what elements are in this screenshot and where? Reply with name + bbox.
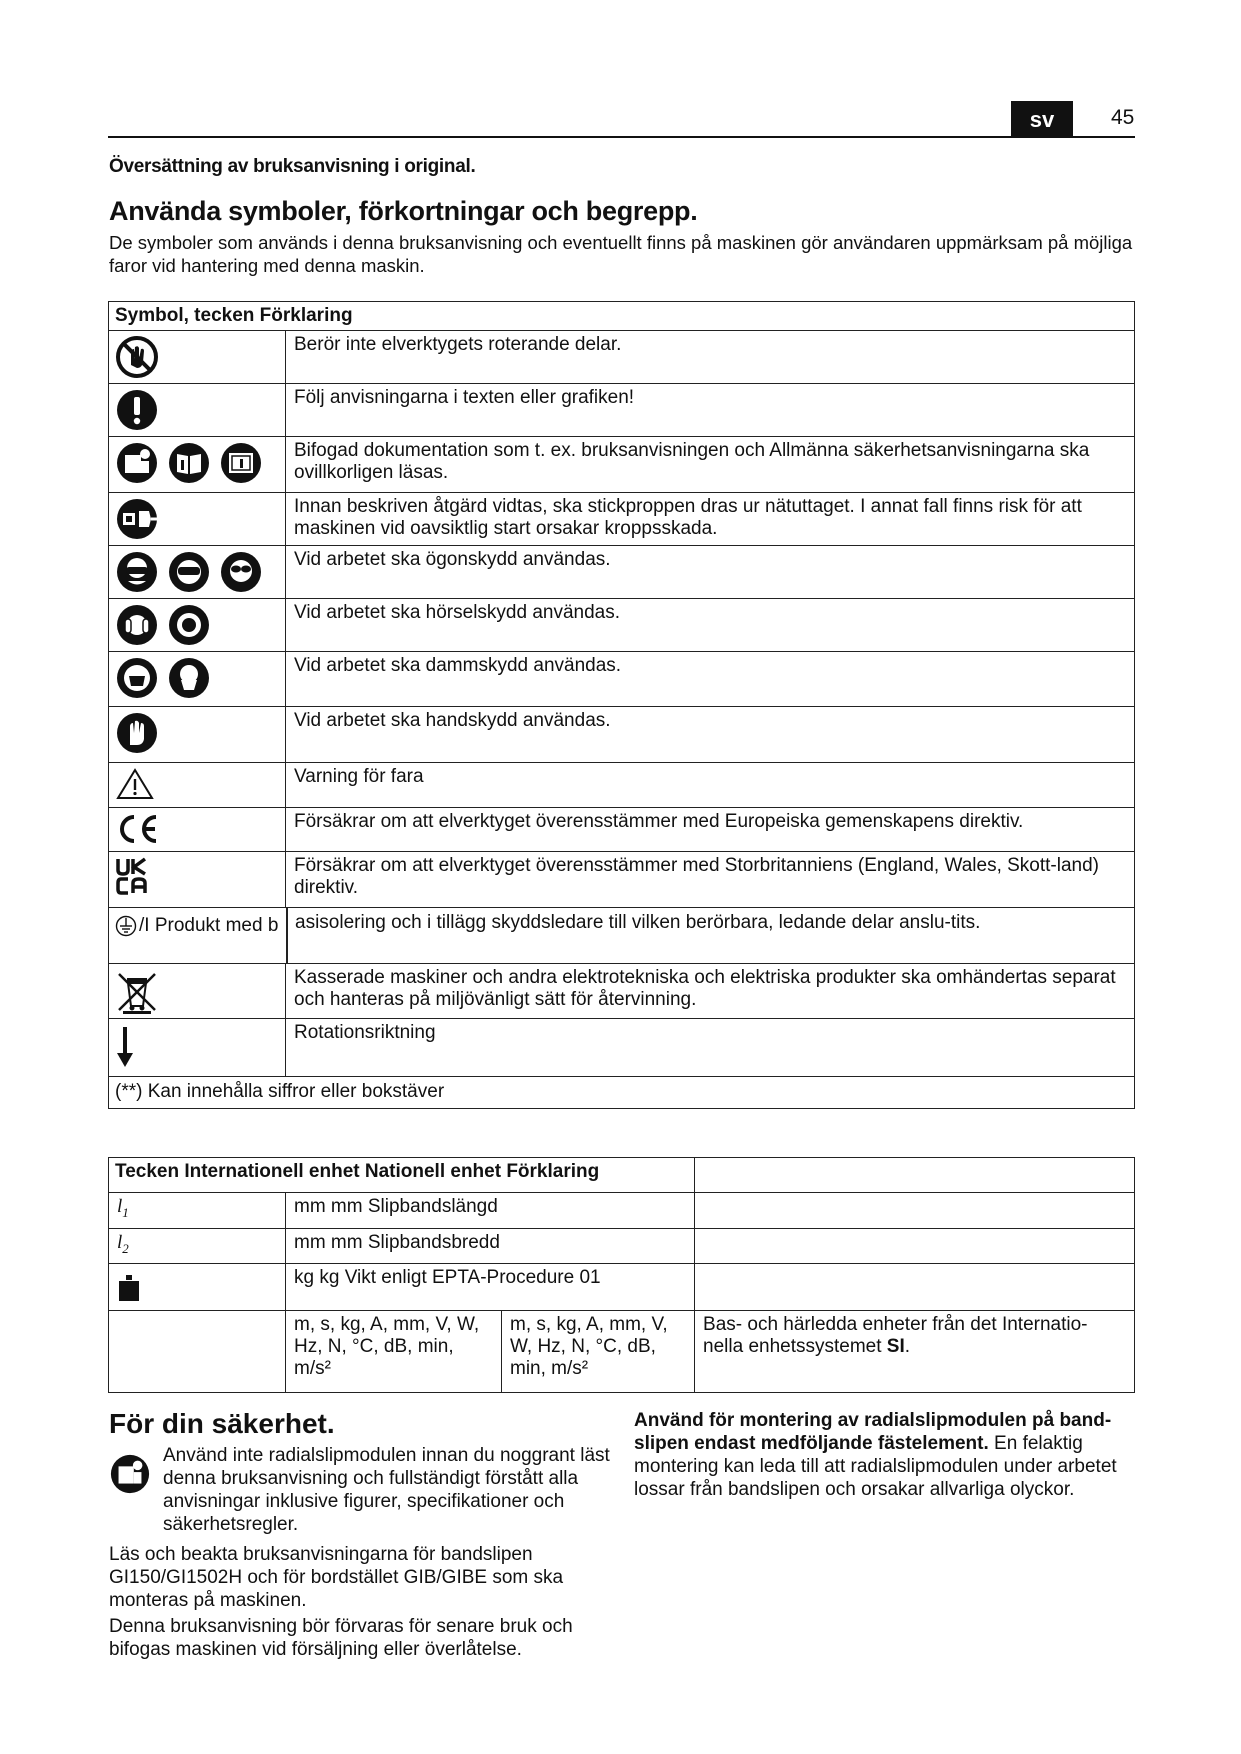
- goggles-icon: [219, 550, 263, 594]
- safety-heading: För din säkerhet.: [109, 1408, 335, 1439]
- safety-paragraph: Denna bruksanvisning bör förvaras för senare bruk och bifogas maskinen vid försäljning eller överlåtelse.: [109, 1616, 573, 1660]
- units-table-header: Tecken Internationell enhet Nationell enhet Förklaring: [109, 1158, 695, 1193]
- protection-class-text: /I Produkt med b: [139, 915, 279, 936]
- manual-info-icon: [219, 441, 263, 485]
- symbol-row-text: Följ anvisningarna i texten eller grafiken!: [286, 384, 1135, 437]
- language-badge: sv: [1011, 101, 1073, 136]
- hearing-protection-icon: [167, 603, 211, 647]
- safety-paragraph: Läs och beakta bruksanvisningarna för bandslipen GI150/GI1502H och för bordstället GIB/GIBE som ska monteras på maskinen.: [109, 1544, 564, 1611]
- symbol-row-text: Vid arbetet ska hörselskydd användas.: [286, 599, 1135, 652]
- mounting-note: [634, 1409, 1124, 1501]
- symbol-row-text: Försäkrar om att elverktyget överensstämmer med Storbritanniens (England, Wales, Skott-land) direktiv.: [286, 852, 1135, 908]
- symbol-row-text: Försäkrar om att elverktyget överensstämmer med Europeiska gemenskapens direktiv.: [286, 808, 1135, 852]
- mounting-note-bold: Använd för montering av radialslipmodulen på band-slipen endast medföljande fästelement.: [634, 1410, 1112, 1454]
- units-table: [108, 1157, 1135, 1393]
- face-shield-icon: [167, 550, 211, 594]
- safety-glasses-icon: [115, 550, 159, 594]
- symbol-table-header: Symbol, tecken Förklaring: [109, 302, 1135, 331]
- respirator-icon: [167, 656, 211, 700]
- symbol-table: [108, 301, 1135, 1109]
- protection-class-icon: [115, 915, 137, 937]
- symbol-row-text: Vid arbetet ska dammskydd användas.: [286, 652, 1135, 707]
- header-rule: [108, 136, 1135, 138]
- no-touch-rotating-icon: [115, 335, 159, 379]
- units-row-text: mm mm Slipbandsbredd: [286, 1229, 695, 1264]
- symbol-row-text: Bifogad dokumentation som t. ex. bruksanvisningen och Allmänna säkerhetsanvisningarna ska ovillkorligen läsas.: [286, 437, 1135, 493]
- rotation-arrow-icon: [115, 1023, 135, 1069]
- symbol-row-text: Rotationsriktning: [286, 1019, 1135, 1077]
- warning-triangle-icon: [115, 767, 155, 801]
- symbol-row-text: Kasserade maskiner och andra elektrotekniska och elektriska produkter ska omhändertas separat och hanteras på miljövänligt sätt för återvinning.: [286, 964, 1135, 1019]
- si-international-units: m, s, kg, A, mm, V, W, Hz, N, °C, dB, min, m/s²: [286, 1311, 502, 1393]
- ce-mark-icon: [115, 812, 161, 846]
- unplug-icon: [115, 497, 159, 541]
- si-explanation: Bas- och härledda enheter från det Internatio-nella enhetssystemet SI.: [695, 1311, 1135, 1393]
- symbol-row-text: Vid arbetet ska ögonskydd användas.: [286, 546, 1135, 599]
- read-manual-icon: [115, 441, 159, 485]
- symbol-row-text: Vid arbetet ska handskydd användas.: [286, 707, 1135, 763]
- units-row-text: mm mm Slipbandslängd: [286, 1193, 695, 1229]
- units-symbol-l2: $l_2$: [109, 1229, 286, 1264]
- main-heading: Använda symboler, förkortningar och begrepp.: [109, 196, 698, 226]
- weight-icon: [117, 1273, 141, 1303]
- mandatory-exclamation-icon: [115, 388, 159, 432]
- units-symbol-l1: $l_1$: [109, 1193, 286, 1229]
- safety-paragraph: Använd inte radialslipmodulen innan du noggrant läst denna bruksanvisning och fullständigt förstått alla anvisningar inklusive figurer, specifikationer och säkerhetsregler.: [163, 1445, 610, 1535]
- weee-bin-icon: [115, 968, 159, 1014]
- mounting-note-text: En felaktig montering kan leda till att radialslipmodulen under arbetet lossar från bandslipen och orsakar allvarliga olyckor.: [634, 1433, 1117, 1500]
- units-row-text: kg kg Vikt enligt EPTA-Procedure 01: [286, 1264, 695, 1311]
- page-number: 45: [1111, 106, 1135, 129]
- intro-paragraph: De symboler som används i denna bruksanvisning och eventuellt finns på maskinen gör användaren uppmärksam på möjliga faror vid hantering med denna maskin.: [109, 232, 1133, 276]
- si-national-units: m, s, kg, A, mm, V, W, Hz, N, °C, dB, min, m/s²: [502, 1311, 695, 1393]
- symbol-row-text: asisolering och i tillägg skyddsledare till vilken berörbara, ledande delar anslu-tits.: [295, 912, 981, 933]
- dust-mask-icon: [115, 656, 159, 700]
- column-divider: [286, 908, 288, 963]
- translation-note: Översättning av bruksanvisning i original.: [109, 156, 476, 177]
- ukca-mark-icon: [115, 856, 149, 896]
- manual-book-icon: [167, 441, 211, 485]
- gloves-icon: [115, 711, 159, 755]
- symbol-row-text: Varning för fara: [286, 763, 1135, 808]
- symbol-row-text: Berör inte elverktygets roterande delar.: [286, 331, 1135, 384]
- ear-muffs-icon: [115, 603, 159, 647]
- read-manual-icon: [109, 1453, 151, 1495]
- symbol-row-text: Innan beskriven åtgärd vidtas, ska stickproppen dras ur nätuttaget. I annat fall finns risk för att maskinen vid oavsiktlig start orsakar kroppsskada.: [286, 493, 1135, 546]
- symbol-table-footer: (**) Kan innehålla siffror eller bokstäver: [109, 1077, 1135, 1109]
